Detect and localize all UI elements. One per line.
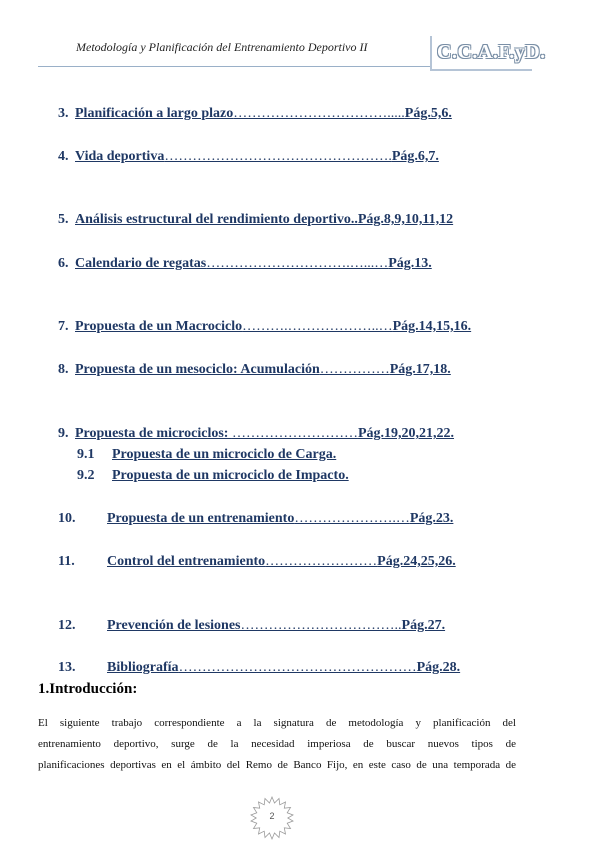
page-number: 2 [269,811,275,821]
toc-entry-9-1[interactable] [77,447,336,463]
toc-title: Control del entrenamiento [107,554,266,569]
toc-number: 4. [58,149,69,164]
toc-title: Calendario de regatas [75,256,207,271]
toc-title: Planificación a largo plazo [75,106,234,121]
toc-dots: ………………………….…...… [206,256,389,271]
toc-dots: …………………………………………… [178,660,417,675]
toc-dots: …………………… [265,554,378,569]
toc-title: Prevención de lesiones [107,618,241,633]
toc-page: Pág.5,6. [404,106,452,121]
toc-dots: …………… [319,362,390,377]
toc-title: Propuesta de un mesociclo: Acumulación [75,362,320,377]
body-line: El siguiente trabajo correspondiente a la signatura de metodología y planificación del [38,717,516,729]
toc-number: 7. [58,319,69,334]
toc-title: Propuesta de un Macrociclo [75,319,243,334]
toc-title: Vida deportiva [75,149,165,164]
toc-title: Análisis estructural del rendimiento deportivo.. [75,212,358,227]
toc-number: 3. [58,106,69,121]
toc-title: Propuesta de un microciclo de Impacto. [112,468,349,483]
toc-entry-10[interactable] [58,511,453,527]
toc-page: Pág.19,20,21,22. [357,426,455,441]
toc-page: Pág.13. [388,256,432,271]
toc-page: Pág.23. [409,511,454,526]
toc-entry-6[interactable] [58,256,432,272]
toc-dots: …………………………………………. [164,149,392,164]
toc-dots: ……….………………..… [242,319,393,334]
brand-logo-text: C.C.A.F.yD. [437,41,546,63]
toc-page: Pág.6,7. [391,149,439,164]
toc-page: Pág.14,15,16. [392,319,472,334]
section-heading: 1.Introducción: [38,681,138,697]
toc-title: Bibliografía [107,660,179,675]
page-number-badge [249,795,295,841]
toc-entry-13[interactable] [58,660,460,676]
toc-entry-4[interactable] [58,149,439,165]
toc-entry-9-2[interactable] [77,468,349,484]
toc-page: Pág.17,18. [389,362,451,377]
toc-title: Propuesta de microciclos: [75,426,232,441]
toc-entry-8[interactable] [58,362,451,378]
toc-number: 9.2 [77,468,95,483]
toc-dots: ……………………………..... [233,106,405,121]
toc-title: Propuesta de un microciclo de Carga. [112,447,337,462]
toc-entry-11[interactable] [58,554,456,570]
toc-page: Pág.24,25,26. [377,554,456,569]
toc-entry-12[interactable] [58,618,445,634]
body-line: entrenamiento deportivo, surge de la necesidad imperiosa de buscar nuevos tipos de [38,738,516,750]
toc-dots: ……………………… [231,426,358,441]
toc-entry-3[interactable] [58,106,452,122]
body-paragraph [38,713,516,776]
toc-number: 13. [58,660,76,675]
toc-entry-5[interactable] [58,212,453,228]
toc-number: 9.1 [77,447,95,462]
toc-number: 11. [58,554,75,569]
header-rule [38,66,430,67]
toc-number: 10. [58,511,76,526]
toc-dots: ………………….… [294,511,410,526]
toc-page: Pág.8,9,10,11,12 [357,212,454,227]
toc-number: 5. [58,212,69,227]
body-line: planificaciones deportivas en el ámbito del Remo de Banco Fijo, en este caso de una temporada de [38,759,516,771]
toc-page: Pág.28. [416,660,461,675]
toc-entry-9[interactable] [58,426,454,442]
toc-number: 12. [58,618,76,633]
toc-entry-7[interactable] [58,319,471,335]
toc-title: Propuesta de un entrenamiento [107,511,295,526]
toc-dots: …………………………….. [240,618,402,633]
toc-page: Pág.27. [401,618,446,633]
toc-number: 9. [58,426,69,441]
toc-number: 6. [58,256,69,271]
header-title: Metodología y Planificación del Entrenamiento Deportivo II [76,40,368,54]
toc-number: 8. [58,362,69,377]
